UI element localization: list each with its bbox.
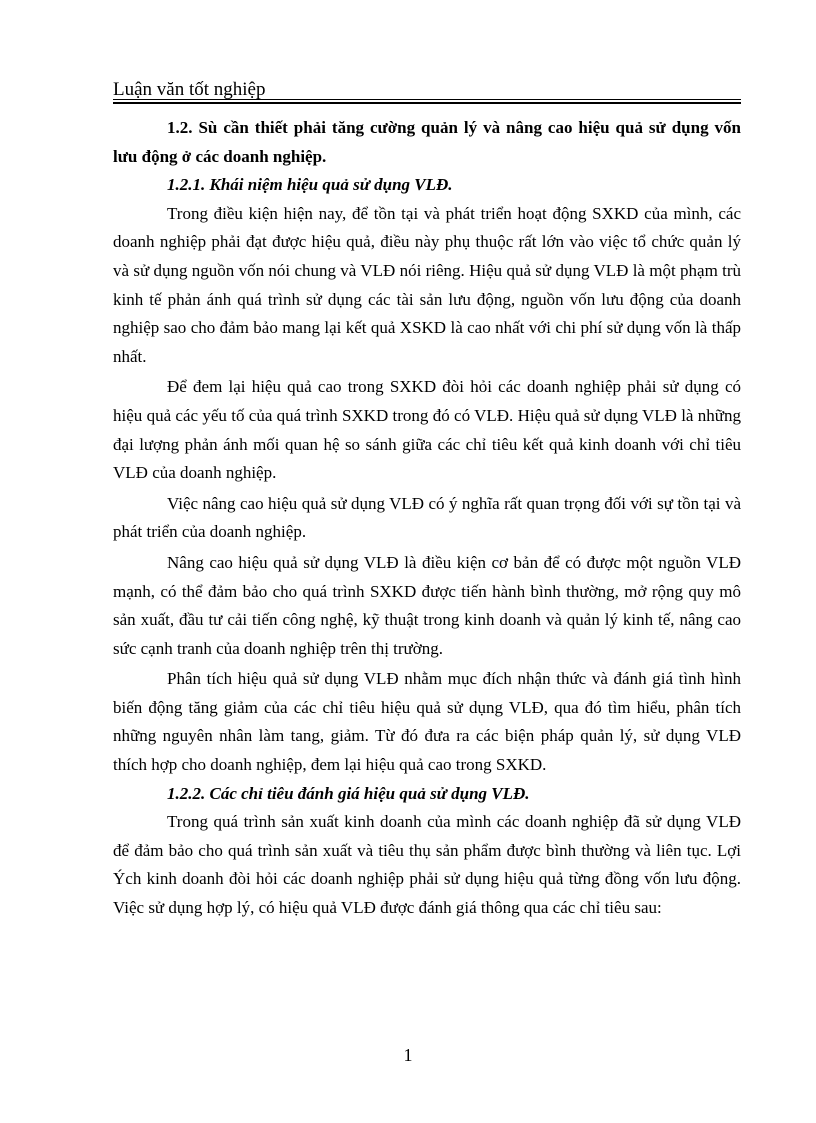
section-heading: 1.2. Sù cần thiết phải tăng cường quản lý và nâng cao hiệu quả sử dụng vốn lưu động ở các doanh nghiệp.	[113, 118, 741, 166]
page-number: 1	[403, 1045, 413, 1065]
page-body	[113, 114, 741, 923]
subsection-heading-1: 1.2.1. Khái niệm hiệu quả sử dụng VLĐ.	[167, 175, 453, 195]
paragraph: Để đem lại hiệu quả cao trong SXKD đòi hỏi các doanh nghiệp phải sử dụng có hiệu quả các yếu tố của quá trình SXKD trong đó có VLĐ. Hiệu quả sử dụng VLĐ là những đại lượng phản ánh mối quan hệ so sánh giữa các chỉ tiêu kết quả kinh doanh với chỉ tiêu VLĐ của doanh nghiệp.	[113, 377, 741, 483]
paragraph: Phân tích hiệu quả sử dụng VLĐ nhằm mục đích nhận thức và đánh giá tình hình biến động tăng giảm của các chỉ tiêu hiệu quả sử dụng VLĐ, qua đó tìm hiểu, phân tích những nguyên nhân làm tang, giảm. Từ đó đưa ra các biện pháp quản lý, sử dụng VLĐ thích hợp cho doanh nghiệp, đem lại hiệu quả cao trong SXKD.	[113, 669, 741, 775]
header-title: Luận văn tốt nghiệp	[113, 79, 266, 100]
paragraph: Việc nâng cao hiệu quả sử dụng VLĐ có ý nghĩa rất quan trọng đối với sự tồn tại và phát triển của doanh nghiệp.	[113, 493, 741, 542]
header-rule-thin	[113, 99, 741, 100]
paragraph: Nâng cao hiệu quả sử dụng VLĐ là điều kiện cơ bản để có được một nguồn VLĐ mạnh, có thể đảm bảo cho quá trình SXKD được tiến hành bình thường, mở rộng quy mô sản xuất, đầu tư cải tiến công nghệ, kỹ thuật trong kinh doanh và quản lý kinh tế, nâng cao sức cạnh tranh của doanh nghiệp trên thị trường.	[113, 552, 741, 658]
paragraph: Trong điều kiện hiện nay, để tồn tại và phát triển hoạt động SXKD của mình, các doanh nghiệp phải đạt được hiệu quả, điều này phụ thuộc rất lớn vào việc tổ chức quản lý và sử dụng nguồn vốn nói chung và VLĐ nói riêng. Hiệu quả sử dụng VLĐ là một phạm trù kinh tế phản ánh quá trình sử dụng các tài sản lưu động, nguồn vốn lưu động của doanh nghiệp sao cho đảm bảo mang lại kết quả XSKD là cao nhất với chi phí sử dụng vốn là thấp nhất.	[113, 203, 741, 366]
paragraph: Trong quá trình sản xuất kinh doanh của mình các doanh nghiệp đã sử dụng VLĐ để đảm bảo cho quá trình sản xuất và tiêu thụ sản phẩm được bình thường và liên tục. Lợi Ých kinh doanh đòi hỏi các doanh nghiệp phải sử dụng hiệu quả từng đồng vốn lưu động. Việc sử dụng hợp lý, có hiệu quả VLĐ được đánh giá thông qua các chỉ tiêu sau:	[113, 812, 741, 918]
subsection-heading-2: 1.2.2. Các chỉ tiêu đánh giá hiệu quả sử dụng VLĐ.	[167, 783, 530, 803]
running-header	[113, 78, 741, 104]
header-rule-thick	[113, 102, 741, 104]
